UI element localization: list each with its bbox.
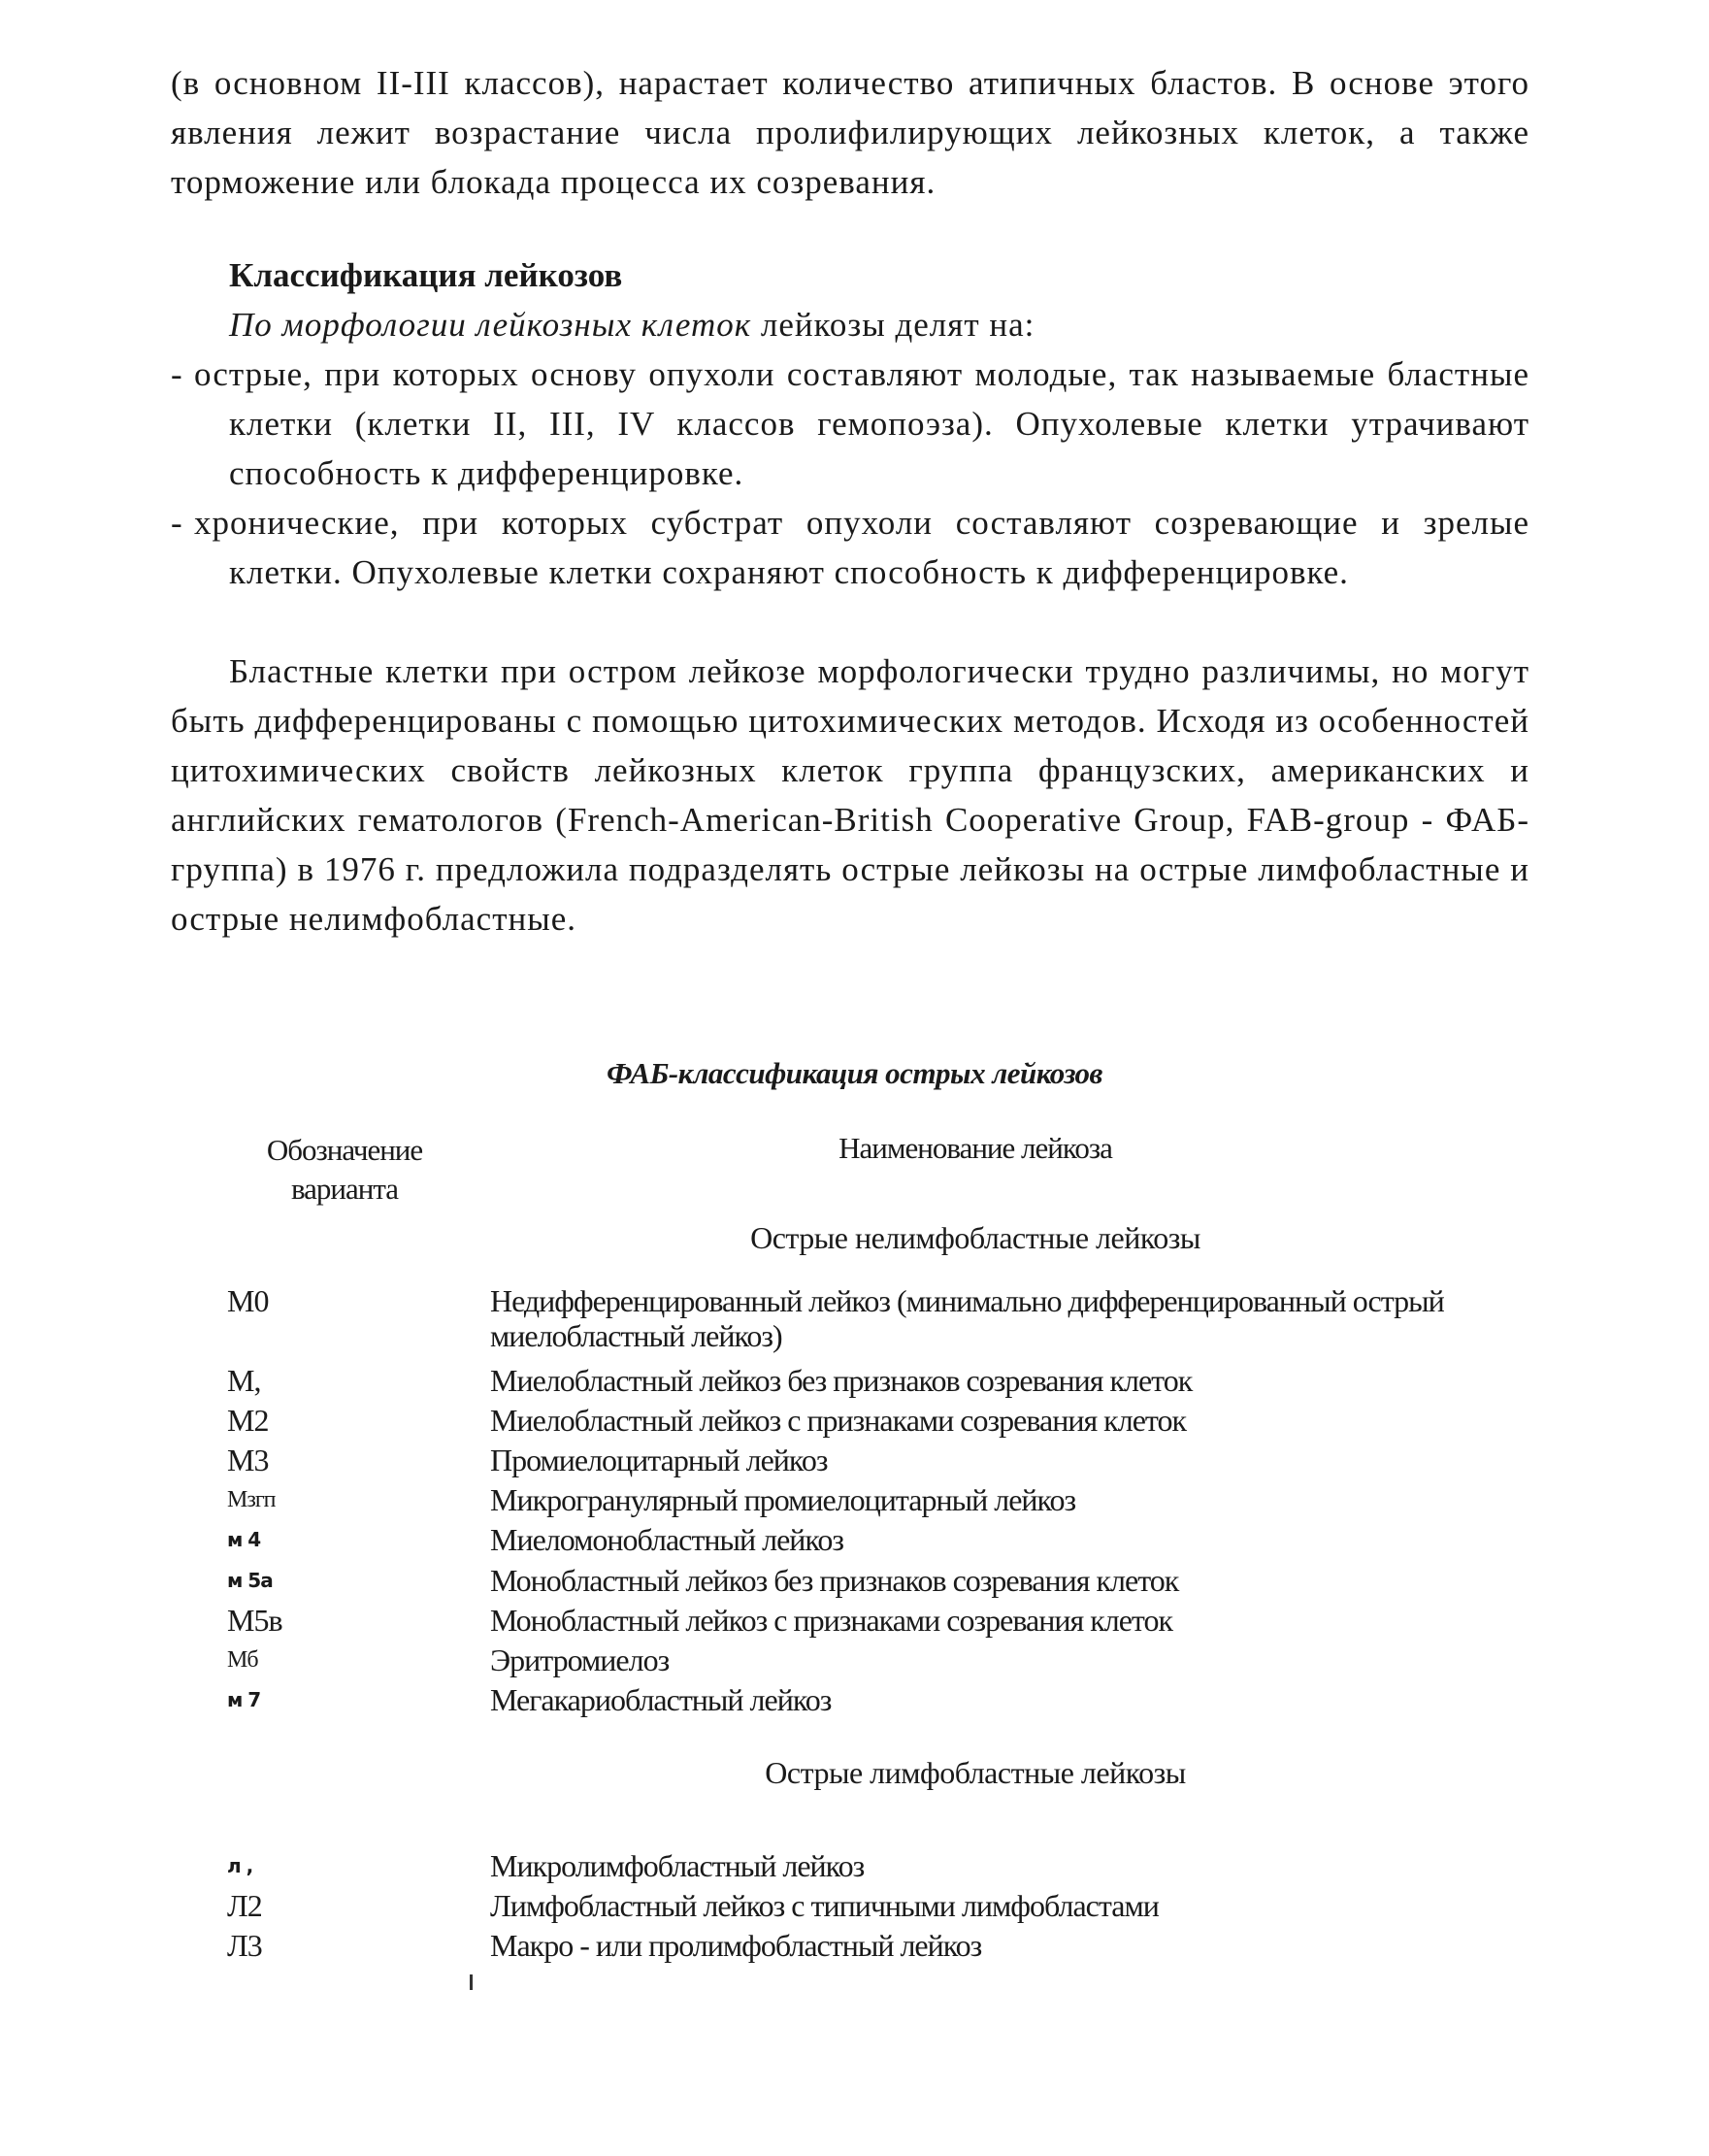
- lead-paragraph: [171, 300, 1529, 349]
- leukosis-name: Монобластный лейкоз с признаками созревания клеток: [490, 1603, 1173, 1638]
- bullet-dash: -: [171, 504, 183, 542]
- leukosis-name: Миелобластный лейкоз с признаками созревания клеток: [490, 1403, 1186, 1438]
- bullet-chronic: [171, 498, 1529, 597]
- variant-code: Mзгп: [227, 1487, 276, 1512]
- leukosis-name: Эритромиелоз: [490, 1642, 670, 1677]
- leukosis-name: Мегакариобластный лейкоз: [490, 1682, 832, 1717]
- variant-code: M3: [227, 1443, 269, 1477]
- blast-cells-paragraph: Бластные клетки при остром лейкозе морфологически трудно различимы, но могут быть дифференцированы с помощью цитохимических методов. Исходя из особенностей цитохимических свойств лейкозных клеток группа французских, американских и английских гематологов (French-American-British Cooperative Group, FAB-group - ФАБ-группа) в 1976 г. предложила подразделять острые лейкозы на острые лимфобластные и острые нелимфобластные.: [171, 652, 1529, 938]
- variant-code: M,: [227, 1363, 261, 1398]
- variant-code: M0: [227, 1283, 269, 1318]
- leukosis-name: Миеломонобластный лейкоз: [490, 1522, 843, 1557]
- variant-code: Л3: [227, 1928, 262, 1963]
- leukosis-name: Лимфобластный лейкоз с типичными лимфобластами: [490, 1888, 1159, 1923]
- intro-paragraph: (в основном II-III классов), нарастает количество атипичных бластов. В основе этого явления лежит возрастание числа пролифилирующих лейкозных клеток, а также торможение или блокада процесса их созревания.: [171, 64, 1529, 201]
- leukosis-name: Микрогранулярный промиелоцитарный лейкоз: [490, 1482, 1076, 1517]
- leukosis-name: Макро - или пролимфобластный лейкоз: [490, 1928, 982, 1963]
- variant-code: Mб: [227, 1647, 258, 1673]
- section-heading: Классификация лейкозов: [229, 256, 623, 294]
- group-title-nonlymphoblastic: Острые нелимфобластные лейкозы: [750, 1220, 1200, 1255]
- variant-code: M2: [227, 1403, 269, 1438]
- lead-rest: лейкозы делят на:: [751, 306, 1035, 344]
- column-header-code: Обозначение варианта: [266, 1133, 423, 1206]
- variant-code: M5в: [227, 1603, 282, 1638]
- group-title-lymphoblastic: Острые лимфобластные лейкозы: [765, 1755, 1186, 1790]
- column-header-name: Наименование лейкоза: [838, 1131, 1112, 1165]
- bullet-chronic-text: хронические, при которых субстрат опухоли составляют созревающие и зрелые клетки. Опухолевые клетки сохраняют способность к дифференцировке.: [194, 504, 1529, 591]
- lead-italic: По морфологии лейкозных клеток: [229, 306, 752, 344]
- leukosis-name: Промиелоцитарный лейкоз: [490, 1443, 828, 1477]
- leukosis-name: Миелобластный лейкоз без признаков созревания клеток: [490, 1363, 1193, 1398]
- bullet-acute: [171, 349, 1529, 498]
- leukosis-name: Недифференцированный лейкоз (минимально дифференцированный острый миелобластный лейкоз): [490, 1283, 1444, 1353]
- variant-code: м 5а: [227, 1569, 273, 1592]
- variant-code: л ,: [227, 1854, 253, 1877]
- variant-code: м 7: [227, 1688, 261, 1711]
- bullet-dash: -: [171, 355, 183, 393]
- leukosis-name: Микролимфобластный лейкоз: [490, 1848, 865, 1883]
- stray-mark: [470, 1974, 473, 1990]
- variant-code: Л2: [227, 1888, 262, 1923]
- leukosis-name: Монобластный лейкоз без признаков созревания клеток: [490, 1563, 1179, 1598]
- table-title: ФАБ-классификация острых лейкозов: [607, 1056, 1102, 1090]
- variant-code: м 4: [227, 1528, 261, 1551]
- bullet-acute-text: острые, при которых основу опухоли составляют молодые, так называемые бластные клетки (клетки II, III, IV классов гемопоэза). Опухолевые клетки утрачивают способность к дифференцировке.: [194, 355, 1529, 492]
